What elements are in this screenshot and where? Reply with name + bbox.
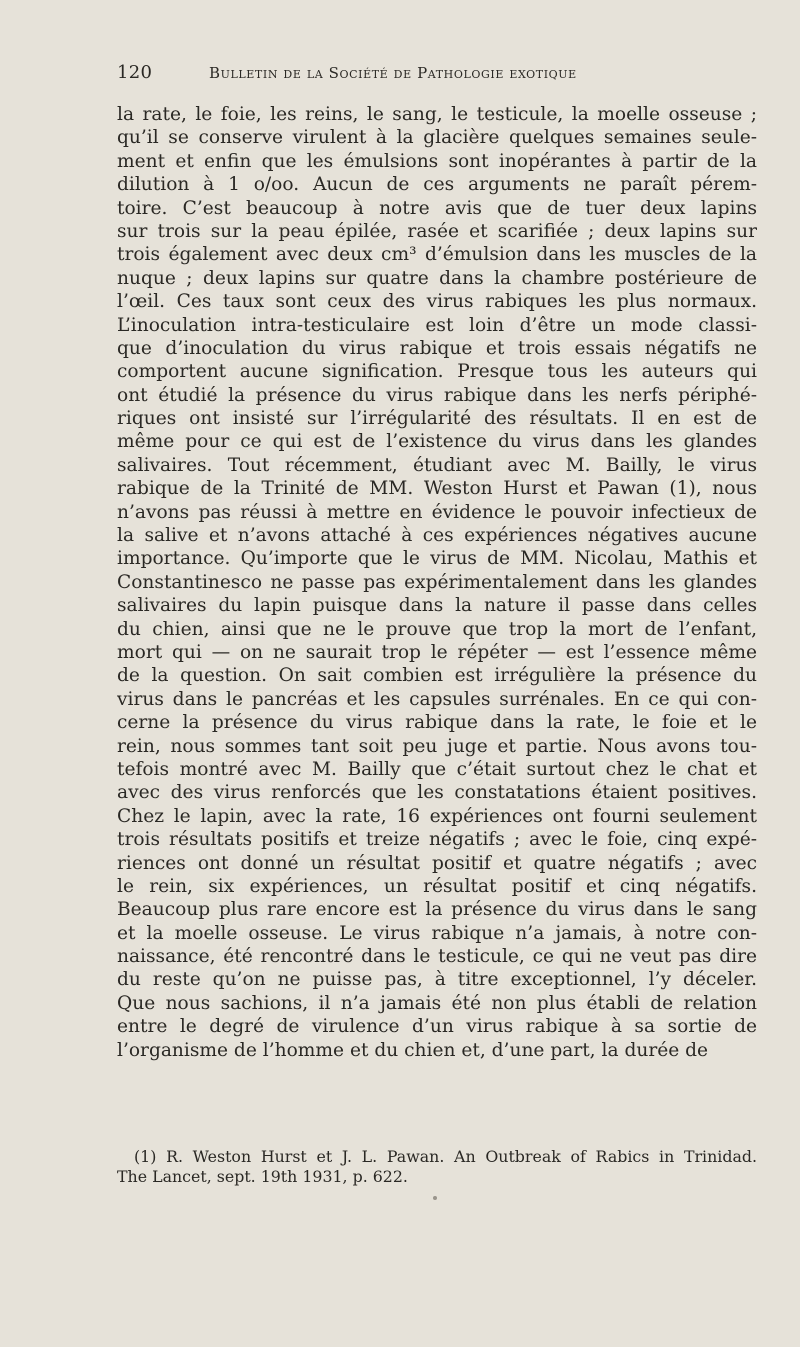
text-line: riences ont donné un résultat positif et quatre négatifs ; avec — [117, 852, 757, 874]
text-line: virus dans le pancréas et les capsules surrénales. En ce qui con- — [117, 688, 757, 710]
text-line: du reste qu’on ne puisse pas, à titre exceptionnel, l’y déceler. — [117, 969, 757, 991]
text-line: cerne la présence du virus rabique dans la rate, le foie et le — [117, 712, 757, 734]
text-line: riques ont insisté sur l’irrégularité des résultats. Il en est de — [117, 408, 757, 430]
text-line: Que nous sachions, il n’a jamais été non plus établi de relation — [117, 992, 757, 1014]
text-line: de la question. On sait combien est irrégulière la présence du — [117, 665, 757, 687]
text-line: dilution à 1 o/oo. Aucun de ces arguments ne paraît pérem- — [117, 174, 757, 196]
body-text — [117, 103, 757, 1062]
text-line: mort qui — on ne saurait trop le répéter — est l’essence même — [117, 641, 757, 663]
text-line: toire. C’est beaucoup à notre avis que de tuer deux lapins — [117, 197, 757, 219]
text-line: ment et enfin que les émulsions sont inopérantes à partir de la — [117, 150, 757, 172]
text-line: et la moelle osseuse. Le virus rabique n’a jamais, à notre con- — [117, 922, 757, 944]
text-line: rabique de la Trinité de MM. Weston Hurst et Pawan (1), nous — [117, 478, 757, 500]
footnote-line: The Lancet, sept. 19th 1931, p. 622. — [117, 1167, 408, 1186]
page-header — [117, 62, 757, 86]
text-line: n’avons pas réussi à mettre en évidence le pouvoir infectieux de — [117, 501, 757, 523]
text-line: le rein, six expériences, un résultat positif et cinq négatifs. — [117, 875, 757, 897]
text-line: comportent aucune signification. Presque tous les auteurs qui — [117, 361, 757, 383]
text-line: Constantinesco ne passe pas expérimentalement dans les glandes — [117, 571, 757, 593]
footnote-line: (1) R. Weston Hurst et J. L. Pawan. An Outbreak of Rabics in Trinidad. — [134, 1147, 757, 1166]
text-line: naissance, été rencontré dans le testicule, ce qui ne veut pas dire — [117, 946, 757, 968]
text-line: l’organisme de l’homme et du chien et, d’une part, la durée de — [117, 1039, 709, 1061]
text-line: ont étudié la présence du virus rabique dans les nerfs périphé- — [117, 384, 757, 406]
text-line: tefois montré avec M. Bailly que c’était surtout chez le chat et — [117, 758, 757, 780]
print-smudge — [433, 1196, 437, 1200]
text-line: nuque ; deux lapins sur quatre dans la chambre postérieure de — [117, 267, 757, 289]
text-line: du chien, ainsi que ne le prouve que trop la mort de l’enfant, — [117, 618, 757, 640]
text-line: salivaires du lapin puisque dans la nature il passe dans celles — [117, 595, 757, 617]
text-line: trois également avec deux cm³ d’émulsion dans les muscles de la — [117, 244, 757, 266]
text-line: sur trois sur la peau épilée, rasée et scarifiée ; deux lapins sur — [117, 220, 757, 242]
text-line: la rate, le foie, les reins, le sang, le testicule, la moelle osseuse ; — [117, 104, 757, 125]
text-line: L’inoculation intra-testiculaire est loin d’être un mode classi- — [117, 314, 757, 336]
text-line: l’œil. Ces taux sont ceux des virus rabiques les plus normaux. — [117, 291, 757, 313]
text-line: que d’inoculation du virus rabique et trois essais négatifs ne — [117, 337, 757, 359]
text-line: Beaucoup plus rare encore est la présence du virus dans le sang — [117, 899, 757, 921]
page-number: 120 — [117, 62, 153, 83]
text-line: avec des virus renforcés que les constatations étaient positives. — [117, 782, 757, 804]
text-line: entre le degré de virulence d’un virus rabique à sa sortie de — [117, 1016, 757, 1038]
text-line: rein, nous sommes tant soit peu juge et partie. Nous avons tou- — [117, 735, 757, 757]
text-line: qu’il se conserve virulent à la glacière quelques semaines seule- — [117, 127, 757, 149]
text-line: la salive et n’avons attaché à ces expériences négatives aucune — [117, 525, 757, 547]
text-line: même pour ce qui est de l’existence du virus dans les glandes — [117, 431, 757, 453]
running-title: Bulletin de la Société de Pathologie exotique — [209, 64, 577, 82]
text-line: Chez le lapin, avec la rate, 16 expériences ont fourni seulement — [117, 805, 757, 827]
text-line: salivaires. Tout récemment, étudiant avec M. Bailly, le virus — [117, 454, 757, 476]
text-line: importance. Qu’importe que le virus de MM. Nicolau, Mathis et — [117, 548, 757, 570]
footnote — [117, 1147, 757, 1187]
text-line: trois résultats positifs et treize négatifs ; avec le foie, cinq expé- — [117, 829, 757, 851]
